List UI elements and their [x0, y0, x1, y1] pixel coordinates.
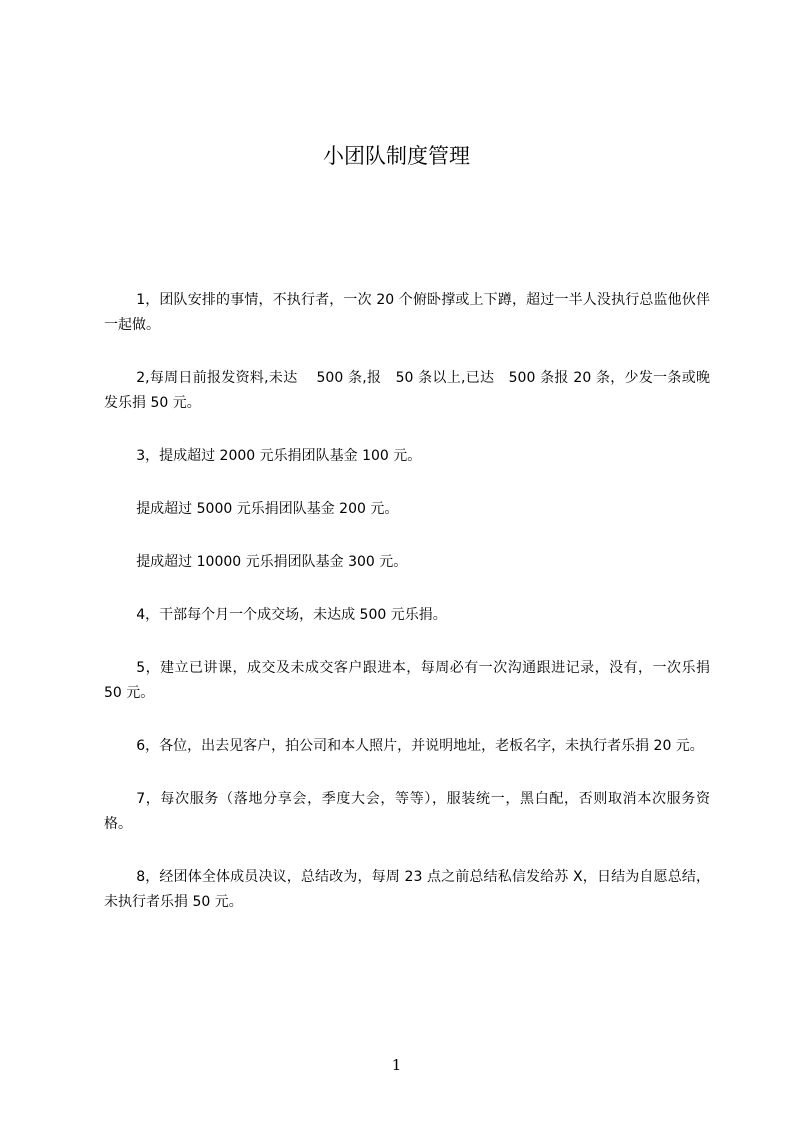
- paragraph-rule-3: 3，提成超过 2000 元乐捐团队基金 100 元。: [136, 448, 422, 464]
- paragraph-spacer: [104, 416, 710, 444]
- paragraph-rule-7: 7，每次服务（落地分享会，季度大会，等等），服装统一，黑白配，否则取消本次服务资格。: [104, 791, 710, 832]
- paragraph-spacer: [104, 469, 710, 497]
- paragraph-spacer: [104, 628, 710, 656]
- document-body: [104, 288, 710, 915]
- paragraph-spacer: [104, 575, 710, 603]
- paragraph-spacer: [104, 837, 710, 865]
- paragraph-rule-6: 6，各位，出去见客户，拍公司和本人照片，并说明地址，老板名字，未执行者乐捐 20 元。: [136, 738, 704, 754]
- paragraph-rule-8: 8，经团体全体成员决议，总结改为，每周 23 点之前总结私信发给苏 X，日结为自愿总结，未执行者乐捐 50 元。: [104, 869, 710, 910]
- paragraph-rule-3-tier-2: 提成超过 5000 元乐捐团队基金 200 元。: [136, 501, 399, 517]
- paragraph-rule-3-tier-3: 提成超过 10000 元乐捐团队基金 300 元。: [136, 554, 408, 570]
- page-title: 小团队制度管理: [323, 144, 470, 168]
- paragraph-rule-2: 2,每周日前报发资料,未达 500 条,报 50 条以上,已达 500 条报 20 条，少发一条或晚发乐捐 50 元。: [104, 370, 710, 411]
- paragraph-spacer: [104, 522, 710, 550]
- paragraph-rule-4: 4，干部每个月一个成交场，未达成 500 元乐捐。: [136, 607, 447, 623]
- paragraph-spacer: [104, 706, 710, 734]
- paragraph-spacer: [104, 338, 710, 366]
- paragraph-rule-1: 1，团队安排的事情，不执行者，一次 20 个俯卧撑或上下蹲，超过一半人没执行总监他伙伴一起做。: [104, 292, 710, 333]
- page-number: 1: [391, 1056, 402, 1074]
- paragraph-rule-5: 5，建立已讲课，成交及未成交客户跟进本，每周必有一次沟通跟进记录，没有，一次乐捐 50 元。: [104, 660, 710, 701]
- paragraph-spacer: [104, 759, 710, 787]
